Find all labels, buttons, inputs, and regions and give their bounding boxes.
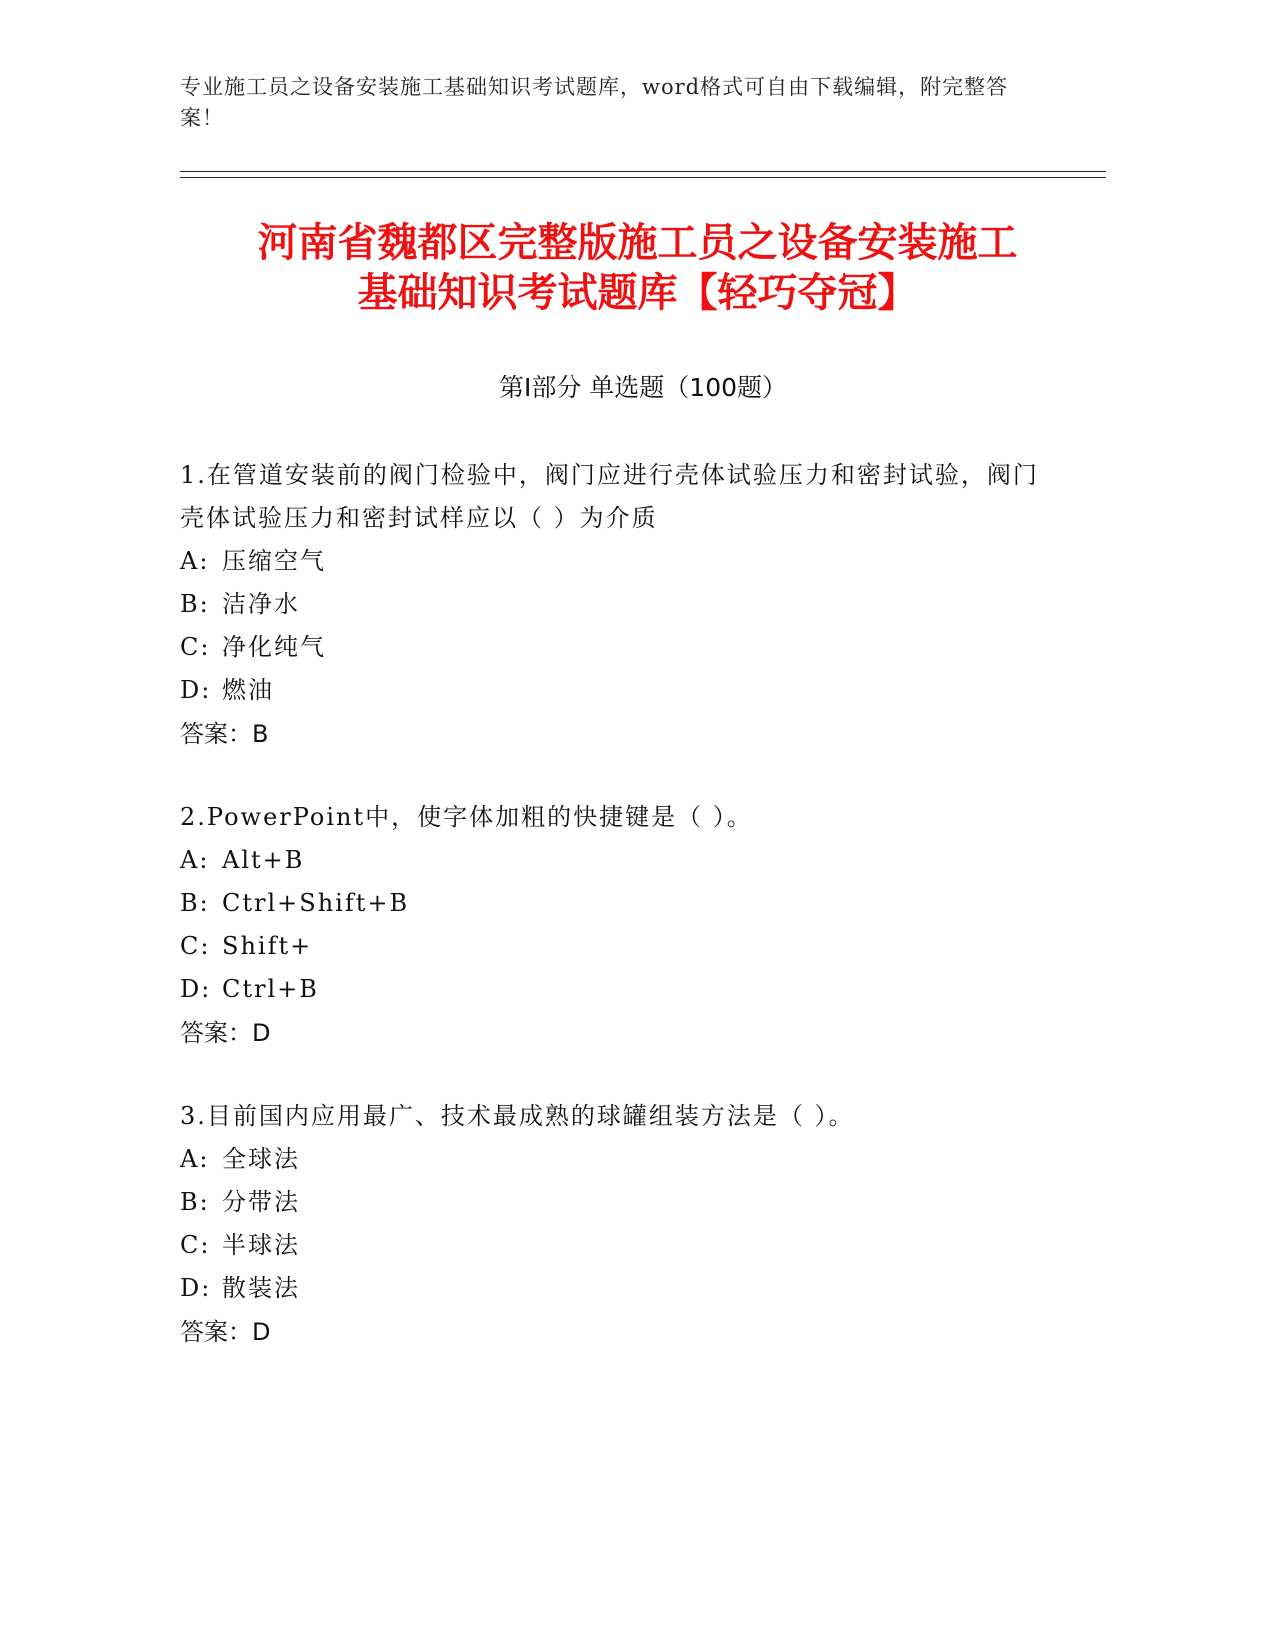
option-key: A: xyxy=(180,547,210,575)
question-list xyxy=(180,454,1060,1394)
header-divider-bottom xyxy=(180,177,1106,178)
answer-line: 答案：D xyxy=(180,1318,271,1346)
option-key: D: xyxy=(180,1274,212,1302)
question-1 xyxy=(180,454,1060,756)
option-key: D: xyxy=(180,676,212,704)
option-text: Shift+ xyxy=(222,932,313,960)
document-header-note: 专业施工员之设备安装施工基础知识考试题库，word格式可自由下载编辑，附完整答案！ xyxy=(180,75,1009,130)
option-key: B: xyxy=(180,590,210,618)
option-key: B: xyxy=(180,889,210,917)
option-key: C: xyxy=(180,633,211,661)
option-text: Alt+B xyxy=(222,846,305,874)
question-stem: 1.在管道安装前的阀门检验中，阀门应进行壳体试验压力和密封试验，阀门壳体试验压力和密封试样应以（ ）为介质 xyxy=(180,461,1039,532)
document-title-line-2: 基础知识考试题库【轻巧夺冠】 xyxy=(357,270,918,316)
option-text: Ctrl+Shift+B xyxy=(222,889,410,917)
answer-line: 答案：B xyxy=(180,720,269,748)
header-divider-top xyxy=(180,171,1106,172)
option-text: 散装法 xyxy=(222,1274,300,1302)
option-c xyxy=(180,626,1060,669)
option-key: B: xyxy=(180,1188,210,1216)
option-c xyxy=(180,1224,1060,1267)
option-text: 燃油 xyxy=(222,676,274,704)
option-a xyxy=(180,839,1060,882)
option-b xyxy=(180,1181,1060,1224)
option-text: 洁净水 xyxy=(222,590,300,618)
option-a xyxy=(180,540,1060,583)
option-text: 半球法 xyxy=(222,1231,300,1259)
document-title-line-1: 河南省魏都区完整版施工员之设备安装施工 xyxy=(257,220,1018,266)
option-text: 净化纯气 xyxy=(222,633,326,661)
question-stem: 3.目前国内应用最广、技术最成熟的球罐组装方法是（ ）。 xyxy=(180,1102,855,1130)
option-c xyxy=(180,925,1060,968)
question-2 xyxy=(180,796,1060,1055)
option-b xyxy=(180,583,1060,626)
option-text: 分带法 xyxy=(222,1188,300,1216)
option-key: A: xyxy=(180,846,210,874)
option-key: C: xyxy=(180,932,211,960)
answer-line: 答案：D xyxy=(180,1019,271,1047)
option-text: Ctrl+B xyxy=(222,975,319,1003)
section-heading: 第I部分 单选题（100题） xyxy=(498,373,788,402)
option-d xyxy=(180,1267,1060,1310)
question-stem: 2.PowerPoint中，使字体加粗的快捷键是（ ）。 xyxy=(180,803,753,831)
question-3 xyxy=(180,1095,1060,1354)
option-d xyxy=(180,669,1060,712)
option-key: D: xyxy=(180,975,212,1003)
option-text: 全球法 xyxy=(222,1145,300,1173)
option-b xyxy=(180,882,1060,925)
document-title xyxy=(150,218,1125,318)
option-text: 压缩空气 xyxy=(222,547,326,575)
option-d xyxy=(180,968,1060,1011)
option-key: A: xyxy=(180,1145,210,1173)
option-a xyxy=(180,1138,1060,1181)
option-key: C: xyxy=(180,1231,211,1259)
